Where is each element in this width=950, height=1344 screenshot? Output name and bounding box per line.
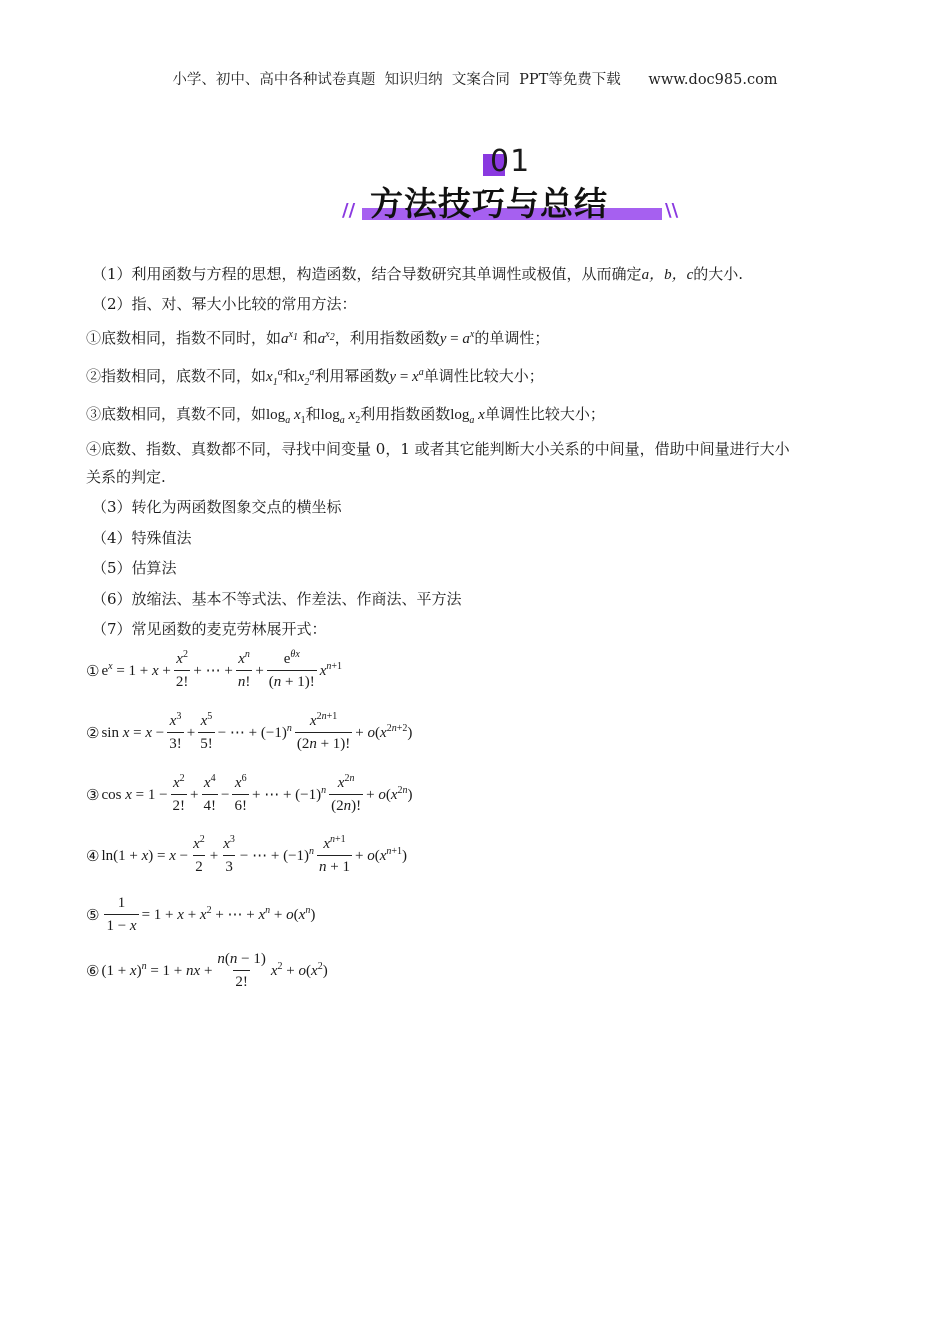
formula-marker-2: ② [86, 723, 100, 742]
formula-log-x1: $\log_a x_1$ [266, 407, 306, 426]
item-1-vars: a，b，c [641, 267, 694, 283]
case-1 [86, 326, 549, 351]
case-2-text: ②指数相同，底数不同，如 [86, 367, 267, 385]
maclaurin-exp: ① $e^x = 1 + x$ + $\frac{x^2}{2!}$ + ⋯ + $\frac{x^n}{n!}$ + $\frac{e^{\theta x}}{(n + 1)!}$ $x^{n+1}$ [86, 649, 343, 690]
case-1-tail: 的单调性； [474, 329, 550, 347]
section-number: 01 [490, 144, 531, 179]
case-2-and: 和 [282, 367, 298, 385]
formula-marker-1: ① [86, 661, 100, 680]
formula-marker-6: ⑥ [86, 961, 100, 980]
maclaurin-sin: ② sin x = x − $\frac{x^3}{3!}$ + $\frac{x^5}{5!}$ − ⋯ + $(-1)^n$ $\frac{x^{2n+1}}{(2n + 1)!}$ + $o(x^{2n+2})$ [86, 711, 413, 752]
formula-a-x1: $a^{x_1}$ [281, 329, 298, 347]
item-1 [86, 262, 743, 287]
formula-marker-4: ④ [86, 846, 100, 865]
case-3-and: 和 [305, 405, 321, 423]
item-4: （4）特殊值法 [92, 529, 192, 547]
case-3-text: ③底数相同，真数不同，如 [86, 405, 267, 423]
item-1-text: （1）利用函数与方程的思想，构造函数，结合导数研究其单调性或极值，从而确定 [92, 265, 642, 283]
maclaurin-geometric: ⑤ $\frac{1}{1 - x}$ = $1 + x + x^2$ + ⋯ + $x^n + o(x^n)$ [86, 895, 316, 934]
case-3 [86, 402, 605, 427]
formula-x1-a: $x_1^a$ [266, 367, 283, 388]
formula-log-x2: $\log_a x_2$ [320, 407, 361, 426]
item-2: （2）指、对、幂大小比较的常用方法： [92, 295, 357, 313]
case-4-line-2: 关系的判定. [86, 468, 166, 486]
maclaurin-cos: ③ cos x = 1 − $\frac{x^2}{2!}$ + $\frac{x^4}{4!}$ − $\frac{x^6}{6!}$ + ⋯ + $(-1)^n$ $\frac{x^{2n}}{(2n)!}$ + $o(x^{2n})$ [86, 773, 413, 814]
formula-power-func: $y = x^a$ [389, 367, 424, 385]
case-1-text2: ，利用指数函数 [334, 329, 440, 347]
case-2-text2: 利用幂函数 [314, 367, 390, 385]
formula-log-func: $\log_a x$ [450, 407, 485, 426]
case-2 [86, 364, 544, 389]
section-title: 方法技巧与总结 [370, 184, 608, 223]
item-1-tail: 的大小. [693, 265, 744, 283]
case-3-text2: 利用指数函数 [360, 405, 451, 423]
case-4-line-1: ④底数、指数、真数都不同，寻找中间变量 0，1 或者其它能判断大小关系的中间量，借助中间量进行大小 [86, 440, 790, 458]
maclaurin-binomial: ⑥ $(1 + x)^n = 1$ + nx + $\frac{n(n - 1)}{2!}$ $x^2 + o(x^2)$ [86, 951, 328, 990]
item-6: （6）放缩法、基本不等式法、作差法、作商法、平方法 [92, 590, 462, 608]
slash-decoration-left: // [342, 200, 356, 221]
case-3-tail: 单调性比较大小； [484, 405, 605, 423]
formula-marker-3: ③ [86, 785, 100, 804]
formula-a-x2: $a^{x_2}$ [317, 329, 335, 347]
slash-decoration-right: \\ [665, 200, 679, 221]
formula-marker-5: ⑤ [86, 905, 100, 924]
section-badge [340, 140, 690, 230]
case-1-text: ①底数相同，指数不同时，如 [86, 329, 282, 347]
item-7: （7）常见函数的麦克劳林展开式： [92, 620, 327, 638]
item-3: （3）转化为两函数图象交点的横坐标 [92, 498, 342, 516]
formula-x2-a: $x_2^a$ [297, 367, 315, 388]
case-1-and: 和 [302, 329, 318, 347]
case-2-tail: 单调性比较大小； [423, 367, 544, 385]
item-5: （5）估算法 [92, 559, 177, 577]
page-header: 小学、初中、高中各种试卷真题 知识归纳 文案合同 PPT等免费下载 www.doc985.com [172, 72, 778, 88]
maclaurin-ln: ④ ln(1 + x) = x − $\frac{x^2}{2}$ + $\frac{x^3}{3}$ − ⋯ + $(-1)^n$ $\frac{x^{n+1}}{n + 1}$ + $o(x^{n+1})$ [86, 834, 408, 875]
formula-exp-func: $y = a^x$ [439, 329, 475, 347]
